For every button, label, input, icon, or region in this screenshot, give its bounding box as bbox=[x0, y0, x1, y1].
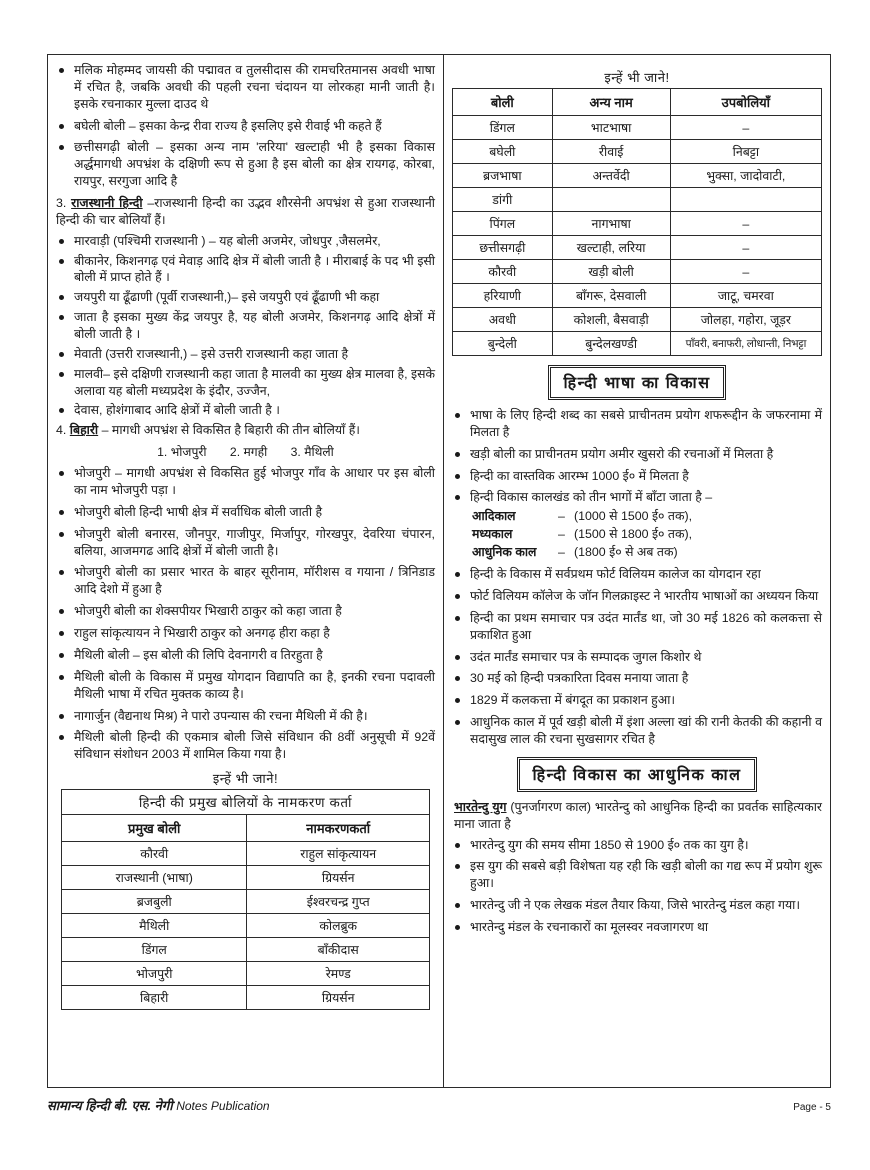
cell-boli: बुन्देली bbox=[453, 332, 553, 356]
cell-namer: ईश्वरचन्द्र गुप्त bbox=[247, 890, 430, 914]
numbered-item-4 bbox=[56, 422, 435, 439]
item-text: –राजस्थानी हिन्दी का उद्भव शौरसेनी अपभ्रंश से हुआ राजस्थानी हिन्दी की चार बोलियाँ हैं। bbox=[56, 196, 435, 227]
section-heading-1-wrapper bbox=[452, 367, 822, 398]
list-item: भोजपुरी – मागधी अपभ्रंश से विकसित हुई भोजपुर गाँव के आधार पर इस बोली का नाम भोजपुरी पड़ा । bbox=[56, 465, 435, 499]
list-item: हिन्दी का वास्तविक आरम्भ 1000 ई० में मिलता है bbox=[452, 468, 822, 485]
table-row bbox=[62, 890, 430, 914]
period-dash: – bbox=[558, 544, 565, 559]
left-column bbox=[48, 55, 444, 1087]
cell-other-name: अन्तर्वेदी bbox=[552, 164, 670, 188]
list-item: भारतेन्दु मंडल के रचनाकारों का मूलस्वर नवजागरण था bbox=[452, 919, 822, 936]
page-frame bbox=[47, 54, 831, 1088]
list-item: मालवी– इसे दक्षिणी राजस्थानी कहा जाता है मालवी का मुख्य क्षेत्र मालवा है, इसके अलावा यह बोली मध्यप्रदेश के इंदौर, उज्जैन, bbox=[56, 366, 435, 400]
left-bullets-group-2 bbox=[56, 233, 435, 420]
period-range: (1800 ई० से अब तक) bbox=[574, 544, 678, 559]
cell-boli: छत्तीसगढ़ी bbox=[453, 236, 553, 260]
column-header-boli: बोली bbox=[453, 89, 553, 116]
cell-subdialects: जोलहा, गहोरा, जूड़र bbox=[670, 308, 821, 332]
list-item: बघेली बोली – इसका केन्द्र रीवा राज्य है इसलिए इसे रीवाई भी कहते हैं bbox=[56, 118, 435, 135]
list-item: हिन्दी विकास कालखंड को तीन भागों में बाँटा जाता है – bbox=[452, 489, 822, 506]
item-text: – मागधी अपभ्रंश से विकसित है बिहारी की तीन बोलियाँ हैं। bbox=[98, 423, 360, 438]
footer-book-title: सामान्य हिन्दी बी. एस. नेगी bbox=[47, 1098, 173, 1113]
list-item: 30 मई को हिन्दी पत्रकारिता दिवस मनाया जाता है bbox=[452, 670, 822, 687]
cell-subdialects: पाँवरी, बनाफरी, लोधान्ती, निभट्टा bbox=[670, 332, 821, 356]
table-row bbox=[62, 866, 430, 890]
list-item: हिन्दी का प्रथम समाचार पत्र उदंत मार्तंड था, जो 30 मई 1826 को कलकत्ता से प्रकाशित हुआ bbox=[452, 610, 822, 644]
cell-other-name: रीवाई bbox=[552, 140, 670, 164]
period-name: आधुनिक काल bbox=[472, 544, 537, 559]
period-range: (1500 से 1800 ई० तक), bbox=[574, 526, 693, 541]
cell-subdialects: – bbox=[670, 260, 821, 284]
cell-boli: बघेली bbox=[453, 140, 553, 164]
period-name: आदिकाल bbox=[472, 509, 516, 524]
list-item: भारतेन्दु युग की समय सीमा 1850 से 1900 ई० तक का युग है। bbox=[452, 837, 822, 854]
cell-other-name: कोशली, बैसवाड़ी bbox=[552, 308, 670, 332]
cell-subdialects bbox=[670, 188, 821, 212]
table-row bbox=[62, 914, 430, 938]
cell-other-name: बाँगरू, देसवाली bbox=[552, 284, 670, 308]
sublist-item: 1. भोजपुरी bbox=[157, 445, 207, 460]
list-item: जाता है इसका मुख्य केंद्र जयपुर है, यह बोली अजमेर, किशनगढ़ आदि क्षेत्रों में बोली जाती है । bbox=[56, 309, 435, 343]
cell-dialect: ब्रजबुली bbox=[62, 890, 247, 914]
list-item: नागार्जुन (वैद्यनाथ मिश्र) ने पारो उपन्यास की रचना मैथिली में की है। bbox=[56, 708, 435, 725]
cell-dialect: डिंगल bbox=[62, 938, 247, 962]
footer-left bbox=[47, 1096, 270, 1114]
list-item: देवास, होशंगाबाद आदि क्षेत्रों में बोली जाती है । bbox=[56, 402, 435, 419]
cell-boli: हरियाणी bbox=[453, 284, 553, 308]
cell-other-name: खड़ी बोली bbox=[552, 260, 670, 284]
cell-boli: ब्रजभाषा bbox=[453, 164, 553, 188]
list-item: 1829 में कलकत्ता में बंगदूत का प्रकाशन हुआ। bbox=[452, 692, 822, 709]
column-header-subdialects: उपबोलियाँ bbox=[670, 89, 821, 116]
table-row bbox=[453, 236, 822, 260]
cell-namer: ग्रियर्सन bbox=[247, 866, 430, 890]
list-item: भोजपुरी बोली का प्रसार भारत के बाहर सूरीनाम, मॉरीशस व गयाना / त्रिनिडाड आदि देशो में हुआ है bbox=[56, 564, 435, 598]
left-bullets-group-3 bbox=[56, 465, 435, 763]
know-also-caption-right: इन्हें भी जाने! bbox=[604, 70, 670, 85]
period-row bbox=[472, 544, 822, 562]
bihari-sublist bbox=[56, 443, 435, 460]
list-item: भोजपुरी बोली का शेक्सपीयर भिखारी ठाकुर को कहा जाता है bbox=[56, 603, 435, 620]
cell-dialect: बिहारी bbox=[62, 986, 247, 1010]
cell-boli: पिंगल bbox=[453, 212, 553, 236]
cell-namer: कोलब्रुक bbox=[247, 914, 430, 938]
cell-boli: डिंगल bbox=[453, 116, 553, 140]
cell-subdialects: – bbox=[670, 236, 821, 260]
know-also-caption-left: इन्हें भी जाने! bbox=[212, 771, 279, 787]
list-item: भारतेन्दु जी ने एक लेखक मंडल तैयार किया, जिसे भारतेन्दु मंडल कहा गया। bbox=[452, 897, 822, 914]
cell-boli: कौरवी bbox=[453, 260, 553, 284]
cell-subdialects: भुक्सा, जादोवाटी, bbox=[670, 164, 821, 188]
page-footer bbox=[47, 1096, 831, 1114]
dialect-table bbox=[452, 88, 822, 356]
column-header-namer: नामकरणकर्ता bbox=[247, 815, 430, 842]
numbered-item-3 bbox=[56, 195, 435, 229]
table-row bbox=[62, 938, 430, 962]
cell-dialect: मैथिली bbox=[62, 914, 247, 938]
item-heading: राजस्थानी हिन्दी bbox=[71, 196, 143, 211]
cell-other-name: भाटभाषा bbox=[552, 116, 670, 140]
table-row bbox=[62, 986, 430, 1010]
cell-dialect: कौरवी bbox=[62, 842, 247, 866]
sublist-item: 2. मगही bbox=[229, 445, 268, 460]
table-row bbox=[453, 188, 822, 212]
bhartendu-heading: भारतेन्दु युग bbox=[454, 799, 507, 814]
list-item: मैथिली बोली हिन्दी की एकमात्र बोली जिसे संविधान की 8वीं अनुसूची में 92वें संविधान संशोधन 2003 में शामिल किया गया है। bbox=[56, 729, 435, 763]
naming-table-title: हिन्दी की प्रमुख बोलियों के नामकरण कर्ता bbox=[62, 790, 430, 815]
cell-dialect: राजस्थानी (भाषा) bbox=[62, 866, 247, 890]
table-title-row bbox=[62, 790, 430, 815]
cell-namer: ग्रियर्सन bbox=[247, 986, 430, 1010]
list-item: उदंत मार्तंड समाचार पत्र के सम्पादक जुगल किशोर थे bbox=[452, 649, 822, 666]
column-header-other-name: अन्य नाम bbox=[552, 89, 670, 116]
period-dash: – bbox=[558, 509, 565, 524]
cell-other-name: खल्टाही, लरिया bbox=[552, 236, 670, 260]
naming-table-wrapper bbox=[56, 789, 435, 1010]
period-row bbox=[472, 508, 822, 526]
cell-namer: बाँकीदास bbox=[247, 938, 430, 962]
table-row bbox=[453, 260, 822, 284]
column-header-dialect: प्रमुख बोली bbox=[62, 815, 247, 842]
section-heading-2: हिन्दी विकास का आधुनिक काल bbox=[519, 759, 754, 790]
period-row bbox=[472, 526, 822, 544]
footer-publisher: Notes Publication bbox=[176, 1099, 270, 1113]
right-bullets-group-c bbox=[452, 837, 822, 936]
table-row bbox=[453, 212, 822, 236]
cell-other-name bbox=[552, 188, 670, 212]
list-item: आधुनिक काल में पूर्व खड़ी बोली में इंशा अल्ला खां की रानी केतकी की कहानी व सदासुख लाल की रचना सुखसागर रचित है bbox=[452, 714, 822, 748]
table-row bbox=[453, 164, 822, 188]
right-column bbox=[444, 55, 830, 1087]
right-bullets-group-a bbox=[452, 407, 822, 506]
sublist-item: 3. मैथिली bbox=[290, 445, 334, 460]
bhartendu-text: (पुनर्जागरण काल) भारतेन्दु को आधुनिक हिन्दी का प्रवर्तक साहित्यकार माना जाता है bbox=[454, 799, 822, 831]
list-item: फोर्ट विलियम कॉलेज के जॉन गिलक्राइस्ट ने भारतीय भाषाओं का अध्ययन किया bbox=[452, 588, 822, 605]
cell-namer: राहुल सांकृत्यायन bbox=[247, 842, 430, 866]
list-item: भोजपुरी बोली हिन्दी भाषी क्षेत्र में सर्वाधिक बोली जाती है bbox=[56, 504, 435, 521]
list-item: बीकानेर, किशनगढ़ एवं मेवाड़ आदि क्षेत्र में बोली जाती है । मीराबाई के पद भी इसी बोली में प्राप्त होते हैं । bbox=[56, 253, 435, 287]
table-header-row bbox=[62, 815, 430, 842]
table-row bbox=[453, 284, 822, 308]
list-item: इस युग की सबसे बड़ी विशेषता यह रही कि खड़ी बोली का गद्य रूप में प्रयोग शुरू हुआ। bbox=[452, 858, 822, 892]
footer-page-number: Page - 5 bbox=[793, 1102, 831, 1113]
list-item: भाषा के लिए हिन्दी शब्द का सबसे प्राचीनतम प्रयोग शफरूद्दीन के जफरनामा में मिलता है bbox=[452, 407, 822, 441]
cell-boli: अवधी bbox=[453, 308, 553, 332]
cell-boli: डांगी bbox=[453, 188, 553, 212]
bhartendu-intro bbox=[452, 799, 822, 833]
table-row bbox=[453, 332, 822, 356]
list-item: मैथिली बोली के विकास में प्रमुख योगदान विद्यापति का है, इनकी रचना पदावली मैथिली भाषा में रचित मुक्तक काव्य है। bbox=[56, 669, 435, 703]
cell-other-name: नागभाषा bbox=[552, 212, 670, 236]
section-heading-2-wrapper bbox=[452, 759, 822, 790]
list-item: राहुल सांकृत्यायन ने भिखारी ठाकुर को अनगढ़ हीरा कहा है bbox=[56, 625, 435, 642]
right-bullets-group-b bbox=[452, 566, 822, 748]
list-item: मेवाती (उत्तरी राजस्थानी,) – इसे उत्तरी राजस्थानी कहा जाता है bbox=[56, 346, 435, 363]
cell-dialect: भोजपुरी bbox=[62, 962, 247, 986]
period-range: (1000 से 1500 ई० तक), bbox=[574, 509, 693, 524]
cell-subdialects: – bbox=[670, 212, 821, 236]
section-heading-1: हिन्दी भाषा का विकास bbox=[550, 367, 723, 398]
list-item: मलिक मोहम्मद जायसी की पद्मावत व तुलसीदास की रामचरितमानस अवधी भाषा में रचित है, जबकि अवधी की पहली रचना चंदायन या लोरकहा मानी जाती है। इसके रचनाकार मुल्ला दाउद थे bbox=[56, 62, 435, 113]
table-row bbox=[453, 140, 822, 164]
item-heading: बिहारी bbox=[69, 423, 99, 438]
cell-subdialects: – bbox=[670, 116, 821, 140]
list-item: भोजपुरी बोली बनारस, जौनपुर, गाजीपुर, मिर्जापुर, गोरखपुर, देवरिया चंपारन, बलिया, आजमगढ आदि क्षेत्रों में बोली जाती है। bbox=[56, 526, 435, 560]
table-row bbox=[62, 962, 430, 986]
list-item: मैथिली बोली – इस बोली की लिपि देवनागरी व तिरहुता है bbox=[56, 647, 435, 664]
period-block bbox=[472, 508, 822, 561]
cell-subdialects: जाटू, चमरवा bbox=[670, 284, 821, 308]
table-row bbox=[453, 308, 822, 332]
table-row bbox=[453, 116, 822, 140]
table-header-row bbox=[453, 89, 822, 116]
list-item: जयपुरी या ढूँढाणी (पूर्वी राजस्थानी,)– इसे जयपुरी एवं ढूँढाणी भी कहा bbox=[56, 289, 435, 306]
left-bullets-group-1 bbox=[56, 62, 435, 190]
cell-namer: रेमण्ड bbox=[247, 962, 430, 986]
list-item: हिन्दी के विकास में सर्वप्रथम फोर्ट विलियम कालेज का योगदान रहा bbox=[452, 566, 822, 583]
table-row bbox=[62, 842, 430, 866]
period-name: मध्यकाल bbox=[472, 526, 513, 541]
period-dash: – bbox=[558, 526, 565, 541]
item-number: 3. bbox=[56, 196, 67, 211]
list-item: छत्तीसगढ़ी बोली – इसका अन्य नाम 'लरिया' खल्टाही भी है इसका विकास अर्द्धमागधी अपभ्रंश के दक्षिणी रूप से हुआ है इस बोली का क्षेत्र रायगढ़, कोरबा, रायपुर, सरगुजा आदि है bbox=[56, 139, 435, 190]
item-number: 4. bbox=[56, 423, 67, 438]
naming-table bbox=[61, 789, 430, 1010]
cell-subdialects: निबट्टा bbox=[670, 140, 821, 164]
list-item: मारवाड़ी (पश्चिमी राजस्थानी ) – यह बोली अजमेर, जोधपुर ,जैसलमेर, bbox=[56, 233, 435, 250]
list-item: खड़ी बोली का प्राचीनतम प्रयोग अमीर खुसरो की रचनाओं में मिलता है bbox=[452, 446, 822, 463]
cell-other-name: बुन्देलखण्डी bbox=[552, 332, 670, 356]
